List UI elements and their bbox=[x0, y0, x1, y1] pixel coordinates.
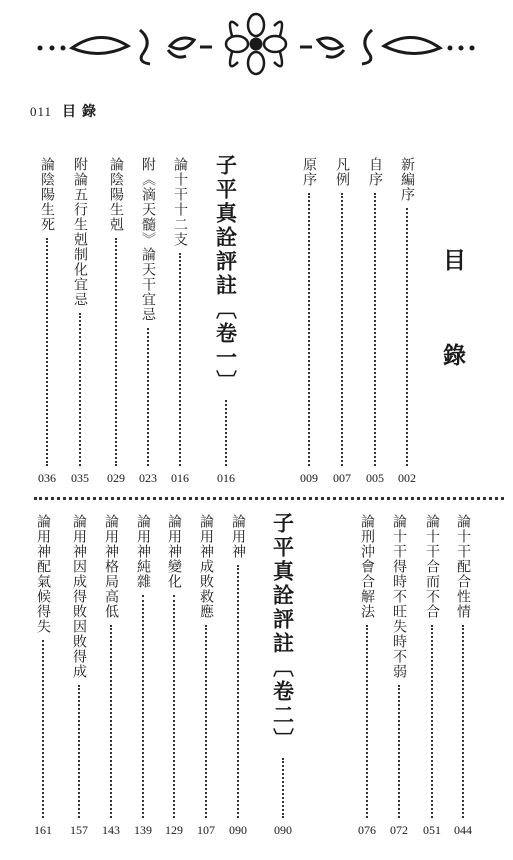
toc-entry-page: 005 bbox=[366, 471, 384, 485]
dot-leader bbox=[46, 238, 48, 466]
toc-entry-title: 論十干十二支 bbox=[172, 157, 188, 247]
toc-entry-title: 論十干得時不旺失時不弱 bbox=[391, 514, 407, 679]
toc-entry bbox=[66, 514, 92, 836]
dot-leader bbox=[462, 625, 464, 818]
dot-leader bbox=[205, 625, 207, 818]
toc-entry-page: 007 bbox=[333, 471, 351, 485]
page-number: 011 bbox=[30, 104, 53, 119]
toc-entry-page: 044 bbox=[454, 823, 472, 837]
toc-entry-page: 090 bbox=[274, 823, 292, 837]
dot-leader bbox=[398, 685, 400, 818]
dot-leader bbox=[431, 625, 433, 818]
toc-entry-page: 143 bbox=[102, 823, 120, 837]
running-header: 目錄 bbox=[62, 104, 102, 120]
toc-entry-title: 論用神因成得敗因敗得成 bbox=[71, 514, 87, 679]
toc-entry-page: 090 bbox=[229, 823, 247, 837]
dot-leader bbox=[341, 193, 343, 466]
toc-entry-page: 035 bbox=[71, 471, 89, 485]
heading-char-2: 錄 bbox=[443, 343, 466, 369]
toc-entry-title: 論用神變化 bbox=[166, 514, 182, 589]
dot-leader bbox=[366, 625, 368, 818]
toc-entry-page: 023 bbox=[139, 471, 157, 485]
toc-entry-title: 論用神純雜 bbox=[135, 514, 151, 589]
toc-entry-page: 051 bbox=[423, 823, 441, 837]
dot-leader bbox=[115, 238, 117, 466]
floral-ornament bbox=[0, 0, 513, 90]
dot-leader bbox=[406, 208, 408, 466]
toc-entry bbox=[30, 514, 56, 836]
dot-leader bbox=[79, 313, 81, 466]
dot-leader bbox=[374, 193, 376, 466]
toc-entry bbox=[354, 514, 380, 836]
toc-entry-page: 072 bbox=[390, 823, 408, 837]
toc-entry-page: 129 bbox=[165, 823, 183, 837]
toc-entry-title: 論陰陽生剋 bbox=[108, 157, 124, 232]
toc-entry-page: 161 bbox=[34, 823, 52, 837]
toc-entry bbox=[362, 157, 388, 484]
dot-leader bbox=[308, 193, 310, 466]
toc-entry bbox=[296, 157, 322, 484]
toc-entry bbox=[450, 514, 476, 836]
toc-entry-title: 論用神成敗救應 bbox=[198, 514, 214, 619]
toc-entry-title: 原序 bbox=[301, 157, 317, 187]
toc-entry-title: 附論五行生剋制化宜忌 bbox=[72, 157, 88, 307]
volume-heading: 子平真詮評註〔卷二〕 bbox=[270, 512, 296, 752]
dot-leader bbox=[282, 758, 284, 818]
toc-entry-title: 論刑沖會合解法 bbox=[359, 514, 375, 619]
toc-entry-page: 016 bbox=[217, 471, 235, 485]
dot-leader bbox=[78, 685, 80, 818]
toc-entry-page: 029 bbox=[107, 471, 125, 485]
toc-entry-title: 自序 bbox=[367, 157, 383, 187]
toc-entry bbox=[167, 157, 193, 484]
toc-entry bbox=[98, 514, 124, 836]
toc-entry-page: 036 bbox=[38, 471, 56, 485]
toc-entry bbox=[386, 514, 412, 836]
dot-leader bbox=[147, 328, 149, 466]
toc-entry bbox=[329, 157, 355, 484]
toc-entry-page: 009 bbox=[300, 471, 318, 485]
toc-entry-page: 157 bbox=[70, 823, 88, 837]
toc-entry bbox=[103, 157, 129, 484]
dot-leader bbox=[173, 595, 175, 818]
toc-entry-title: 論陰陽生死 bbox=[39, 157, 55, 232]
toc-entry bbox=[67, 157, 93, 484]
toc-entry bbox=[161, 514, 187, 836]
heading-char-1: 目 bbox=[443, 248, 466, 274]
dot-leader bbox=[142, 595, 144, 818]
toc-entry bbox=[34, 157, 60, 484]
dot-leader bbox=[237, 565, 239, 818]
toc-entry-title: 新編序 bbox=[399, 157, 415, 202]
toc-entry-title: 論十干配合性情 bbox=[455, 514, 471, 619]
toc-entry-page: 107 bbox=[197, 823, 215, 837]
toc-entry-title: 附《滴天髓》論天干宜忌 bbox=[140, 157, 156, 322]
dot-leader bbox=[110, 625, 112, 818]
volume-heading: 子平真詮評註〔卷一〕 bbox=[213, 154, 239, 394]
toc-entry bbox=[225, 514, 251, 836]
toc-entry-title: 論用神配氣候得失 bbox=[35, 514, 51, 634]
dot-leader bbox=[42, 640, 44, 818]
toc-entry-title: 凡例 bbox=[334, 157, 350, 187]
toc-entry-page: 076 bbox=[358, 823, 376, 837]
toc-entry bbox=[135, 157, 161, 484]
toc-entry bbox=[130, 514, 156, 836]
dot-leader bbox=[179, 253, 181, 466]
toc-entry-title: 論用神格局高低 bbox=[103, 514, 119, 619]
toc-entry-title: 論用神 bbox=[230, 514, 246, 559]
toc-entry bbox=[211, 154, 241, 484]
toc-entry bbox=[394, 157, 420, 484]
toc-entry-title: 論十干合而不合 bbox=[424, 514, 440, 619]
toc-entry bbox=[419, 514, 445, 836]
toc-entry bbox=[193, 514, 219, 836]
section-divider bbox=[34, 497, 504, 500]
dot-leader bbox=[225, 400, 227, 466]
toc-entry-page: 139 bbox=[134, 823, 152, 837]
toc-entry-page: 016 bbox=[171, 471, 189, 485]
toc-entry-page: 002 bbox=[398, 471, 416, 485]
toc-entry bbox=[268, 512, 298, 836]
